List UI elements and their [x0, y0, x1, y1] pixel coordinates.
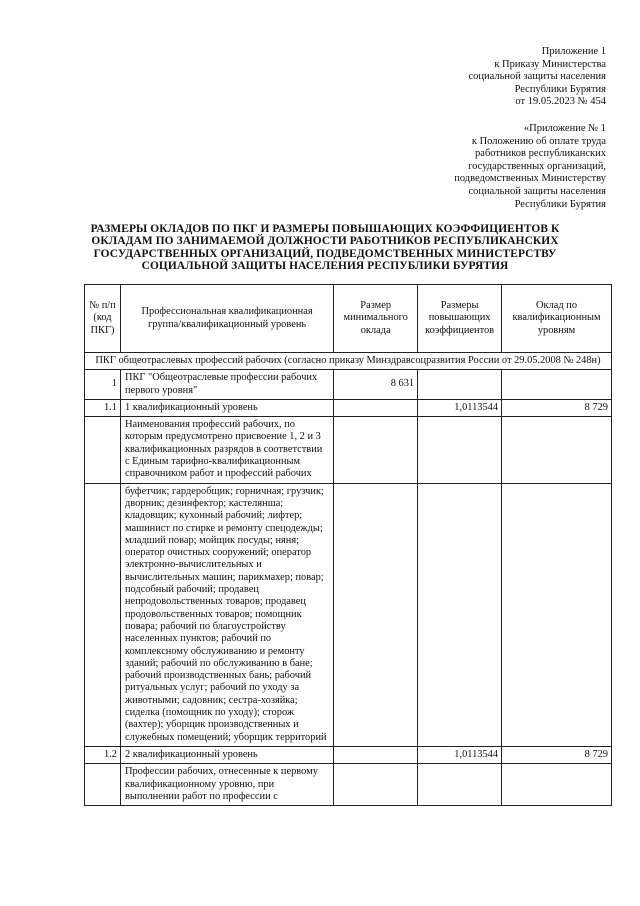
header-min-salary: Размер минимального оклада: [334, 285, 418, 353]
row-min: [334, 483, 418, 746]
row-text: буфетчик; гардеробщик; горничная; грузчик; дворник; дезинфектор; кастелянша; кладовщик; кухонный рабочий; лифтер; машинист по стирке и ремонту спецодежды; младший повар; мойщик посуды; няня; оператор очистных сооружений; оператор электронно-вычислительных и вычислительных машин; парикмахер; повар; подсобный рабочий; продавец непродовольственных товаров; продавец продовольственных товаров; помощник повара; рабочий по благоустройству населенных пунктов; рабочий по комплексному обслуживанию и ремонту зданий; рабочий по обслуживанию в бане; рабочий производственных бань; рабочий ритуальных услуг; рабочий по уходу за животными; садовник; сестра-хозяйка; сиделка (помощник по уходу); сторож (вахтер); уборщик производственных и служебных помещений; уборщик территорий: [120, 483, 333, 746]
section-row: [85, 353, 612, 370]
appendix-line: Республики Бурятия: [514, 198, 606, 210]
row-num: [85, 483, 121, 746]
header-salary: Оклад по квалификационным уровням: [502, 285, 612, 353]
annex-line: к Приказу Министерства: [494, 58, 606, 70]
row-coef: [418, 764, 502, 806]
appendix-line: работников республиканских: [475, 148, 606, 160]
row-min: [334, 764, 418, 806]
header-num: № п/п (код ПКГ): [85, 285, 121, 353]
appendix-line: государственных организаций,: [468, 160, 606, 172]
row-coef: 1,0113544: [418, 746, 502, 763]
row-num: [85, 764, 121, 806]
annex-line: Республики Бурятия: [514, 83, 606, 95]
header-coef: Размеры повышающих коэффициентов: [418, 285, 502, 353]
salary-table: [84, 284, 612, 806]
appendix-line: «Приложение № 1: [523, 123, 606, 134]
row-coef: [418, 370, 502, 400]
appendix-line: к Положению об оплате труда: [471, 135, 606, 147]
annex-header: [468, 46, 606, 109]
row-salary: [502, 370, 612, 400]
row-text: Профессии рабочих, отнесенные к первому квалификационному уровню, при выполнении работ по профессии с: [120, 764, 333, 806]
row-coef: [418, 483, 502, 746]
row-salary: 8 729: [502, 399, 612, 416]
document-title: РАЗМЕРЫ ОКЛАДОВ ПО ПКГ И РАЗМЕРЫ ПОВЫШАЮЩИХ КОЭФФИЦИЕНТОВ К ОКЛАДАМ ПО ЗАНИМАЕМОЙ ДОЛЖНОСТИ РАБОТНИКОВ РЕСПУБЛИКАНСКИХ ГОСУДАРСТВЕННЫХ ОРГАНИЗАЦИЙ, ПОДВЕДОМСТВЕННЫХ МИНИСТЕРСТВУ СОЦИАЛЬНОЙ ЗАЩИТЫ НАСЕЛЕНИЯ РЕСПУБЛИКИ БУРЯТИЯ: [90, 223, 560, 273]
annex-line: Приложение 1: [541, 46, 606, 57]
appendix-line: социальной защиты населения: [468, 185, 606, 197]
row-text: 2 квалификационный уровень: [120, 746, 333, 763]
row-min: [334, 417, 418, 483]
table-row: [85, 764, 612, 806]
table-row: [85, 417, 612, 483]
row-min: 8 631: [334, 370, 418, 400]
row-min: [334, 746, 418, 763]
row-salary: 8 729: [502, 746, 612, 763]
annex-line: социальной защиты населения: [468, 71, 606, 83]
row-coef: [418, 417, 502, 483]
row-num: 1.2: [85, 746, 121, 763]
section-title: ПКГ общеотраслевых профессий рабочих (согласно приказу Минздравсоцразвития России от 29.05.2008 № 248н): [85, 353, 612, 370]
row-num: 1: [85, 370, 121, 400]
table-row: [85, 746, 612, 763]
row-text: ПКГ "Общеотраслевые профессии рабочих первого уровня": [120, 370, 333, 400]
row-salary: [502, 483, 612, 746]
row-num: 1.1: [85, 399, 121, 416]
table-row: [85, 483, 612, 746]
row-text: Наименования профессий рабочих, по которым предусмотрено присвоение 1, 2 и 3 квалификационных разрядов в соответствии с Единым тарифно-квалификационным справочником работ и профессий рабочих: [120, 417, 333, 483]
table-row: [85, 370, 612, 400]
row-min: [334, 399, 418, 416]
annex-line: от 19.05.2023 № 454: [515, 96, 606, 108]
table-row: [85, 399, 612, 416]
row-salary: [502, 417, 612, 483]
row-salary: [502, 764, 612, 806]
row-coef: 1,0113544: [418, 399, 502, 416]
row-num: [85, 417, 121, 483]
appendix-header: [454, 123, 606, 211]
header-group: Профессиональная квалификационная группа/квалификационный уровень: [120, 285, 333, 353]
row-text: 1 квалификационный уровень: [120, 399, 333, 416]
table-header-row: [85, 285, 612, 353]
appendix-line: подведомственных Министерству: [454, 173, 606, 185]
